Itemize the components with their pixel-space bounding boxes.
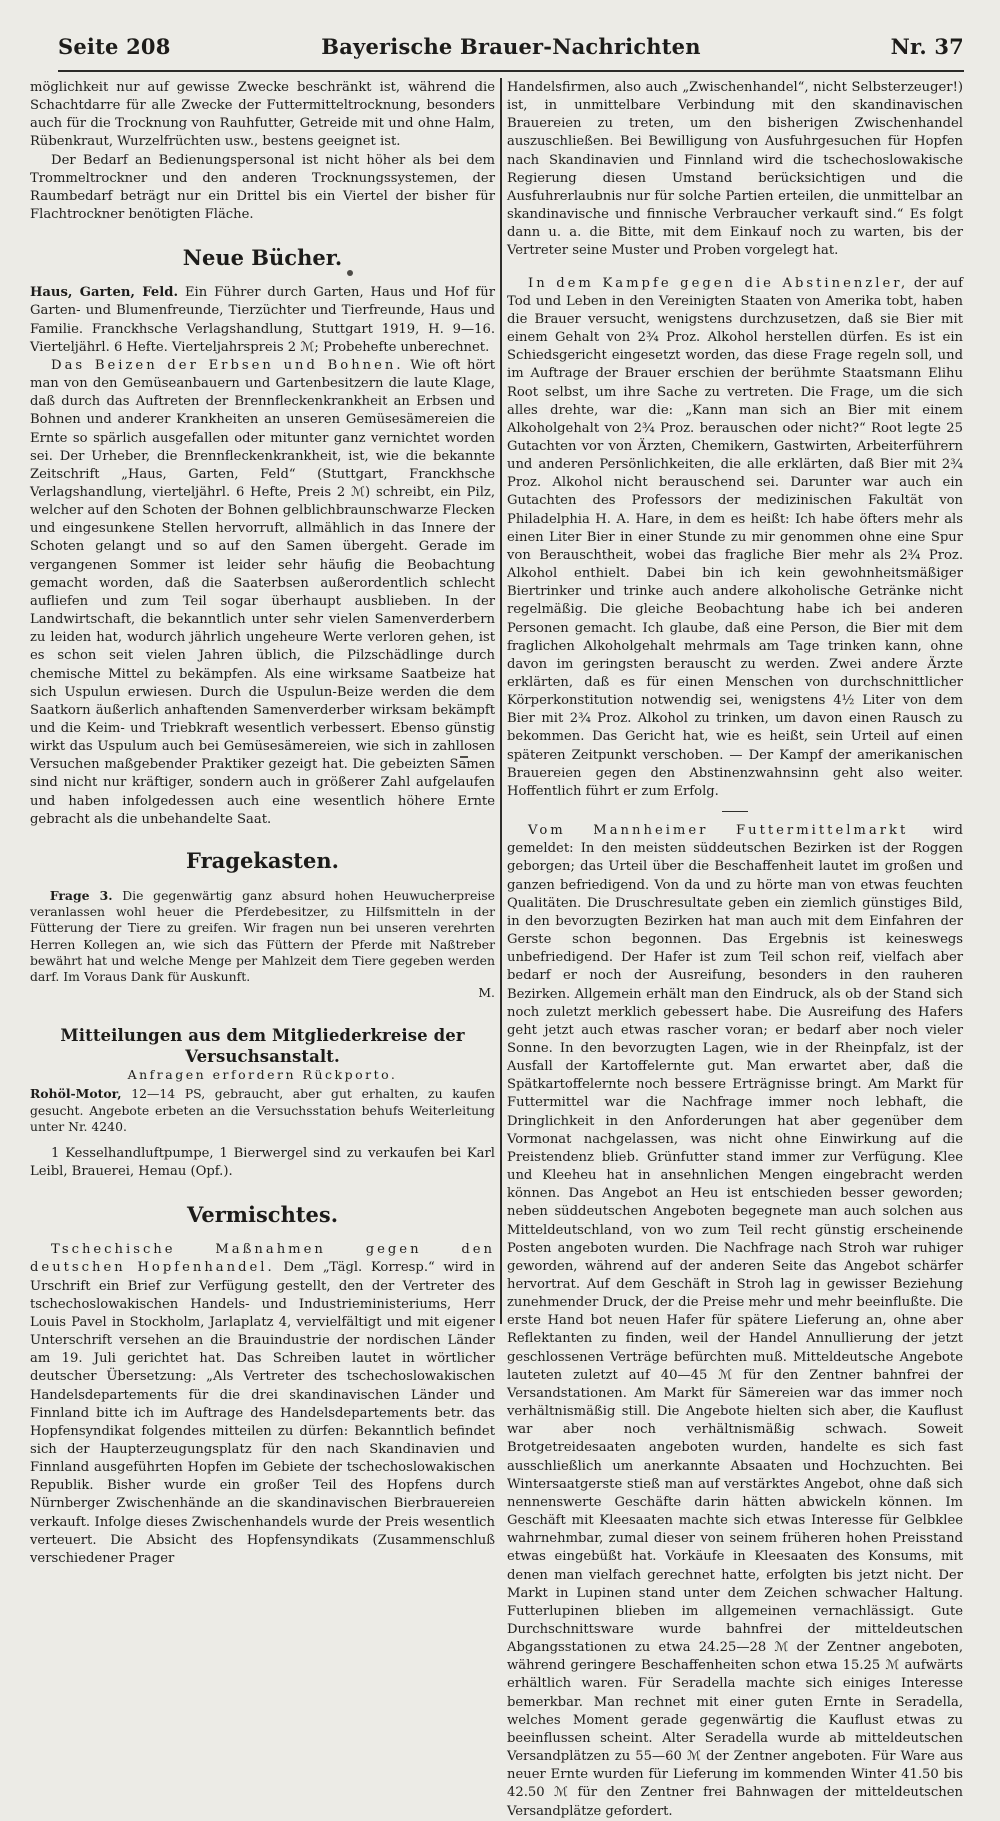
market-text: wird gemeldet: In den meisten süddeutschen Bezirken ist der Roggen geborgen; das Urteil über die Beschaffenheit lautet im großen und ganzen befriedigend. Von da und zu hörte man von etwas feuchten Qualitäten. Die Druschresultate geben ein ziemlich günstiges Bild, in den bevorzugten Bezirken hat man auch mit dem Einfahren der Gerste schon begonnen. Das Ergebnis ist keineswegs unbefriedigend. Der Hafer ist zum Teil schon reif, vielfach aber bedarf er noch der Ausreifung, besonders in den rauheren Bezirken. Allgemein erhält man den Eindruck, als ob der Stand sich noch zuletzt merklich gebessert habe. Die Ausreifung des Hafers geht jetzt auch etwas rascher voran; er bedarf aber noch vieler Sonne. In den bevorzugten Lagen, wie in der Rheinpfalz, ist der Ausfall der Kartoffelernte gut. Man erwartet aber, daß die Spätkartoffelernte noch bessere Erträgnisse bringt. Am Markt für Futtermittel war die Nachfrage immer noch lebhaft, die Dringlichkeit in den Anforderungen hat aber gegenüber dem Vormonat nachgelassen, was nicht ohne Einwirkung auf die Preistendenz blieb. Grünfutter stand immer zur Verfügung. Klee und Kleeheu hat in ansehnlichen Mengen eingebracht werden können. Das Angebot an Heu ist entschieden besser geworden; neben süddeutschen Angeboten begegnete man auch solchen aus Mitteldeutschland, von wo zum Teil recht günstig erscheinende Posten angeboten wurden. Die Nachfrage nach Stroh war ruhiger geworden, während auf der anderen Seite das Angebot schärfer hervortrat. Auf dem Geschäft in Stroh lag in gewisser Beziehung zunehmender Druck, der die Preise mehr und mehr beeinflußte. Die erste Hand bot neuen Hafer für spätere Lieferung an, ohne aber Reflektanten zu finden, weil der Handel Annullierung der jetzt geschlossenen Verträge befürchten muß. Mitteldeutsche Angebote lauteten zuletzt auf 40—45 ℳ für den Zentner bahnfrei der Versandstationen. Am Markt für Sämereien war das immer noch verhältnismäßig still. Die Angebote hielten sich aber, die Kauflust war aber noch verhältnismäßig schwach. Soweit Brotgetreidesaaten angeboten wurden, handelte es sich fast ausschließlich um anerkannte Absaaten und Hochzuchten. Bei Wintersaatgerste stieß man auf verstärktes Angebot, ohne daß sich nennenswerte Geschäfte darin hätten abwickeln können. Im Geschäft mit Kleesaaten machte sich etwas Interesse für Gelbklee wahrnehmbar, zumal dieser von seinem früheren hohen Preisstand etwas eingebüßt hat. Vorkäufe in Kleesaaten des Konsums, mit denen man vielfach gerechnet hatte, erfolgten bis jetzt nicht. Der Markt in Lupinen stand unter dem Zeichen schwacher Haltung. Futterlupinen blieben im allgemeinen vernachlässigt. Gute Durchschnittsware wurde bahnfrei der mitteldeutschen Abgangsstationen zu etwa 24.25—28 ℳ der Zentner angeboten, während geringere Beschaffenheiten schon etwa 15.25 ℳ aufwärts erhältlich waren. Für Seradella machte sich einiges Interesse bemerkbar. Man rechnet mit einer guten Ernte in Seradella, welches Moment gerade gegenwärtig die Kauflust etwas zu beeinflussen scheint. Alter Seradella wurde ab mitteldeutschen Versandplätzen zu 55—60 ℳ der Zentner angeboten. Für Ware aus neuer Ernte wurden für Lieferung im kommenden Winter 41.50 bis 42.50 ℳ für den Zentner frei Bahnwagen der mitteldeutschen Versandplätze gefordert. [507,823,963,1819]
books-article [30,357,495,829]
question-signature-line [30,985,495,1001]
member-item-2: 1 Kesselhandluftpumpe, 1 Bierwergel sind zu verkaufen bei Karl Leibl, Brauerei, Hemau (Opf.). [30,1145,495,1180]
questions-title: Fragekasten. [186,847,339,873]
left-column [30,79,495,1566]
page-header [58,24,964,72]
books-entry-text: Ein Führer durch Garten, Haus und Hof für Garten- und Blumenfreunde, Tierzüchter und Tierfreunde, Haus und Familie. Franckhsche Verlagshandlung, Stuttgart 1919, H. 9—16. Vierteljährl. 6 Hefte. Vierteljahrspreis 2 ℳ; Probehefte unberechnet. [30,285,495,355]
journal-title: Bayerische Brauer-Nachrichten [321,34,701,59]
new-books-title: Neue Bücher. [182,245,343,271]
market-heading: Vom Mannheimer Futtermittelmarkt [528,823,909,839]
member-item-1-text: 12—14 PS, gebraucht, aber gut erhalten, zu kaufen gesucht. Angebote erbeten an die Versuchsstation behufs Weiterleitung unter Nr. 4240. [30,1086,495,1134]
abstinence-text: der auf Tod und Leben in den Vereinigten Staaten von Amerika tobt, haben die Brauer versucht, wenigstens durchzusetzen, daß sie Bier mit einem Gehalt von 2¾ Proz. Alkohol herstellen dürfen. Es ist ein Schiedsgericht eingesetzt worden, das diese Frage regeln soll, und im Auftrage der Brauer erschien der berühmte Staatsmann Elihu Root selbst, um ihre Sache zu vertreten. Die Frage, um die sich alles drehte, war die: „Kann man sich an Bier mit einem Alkoholgehalt von 2¾ Proz. berauschen oder nicht?“ Root legte 25 Gutachten vor von Ärzten, Chemikern, Gastwirten, Arbeiterführern und anderen Persönlichkeiten, die alle erklärten, daß Bier mit 2¾ Proz. Alkohol nicht berauschend sei. Darunter war auch ein Gutachten des Professors der medizinischen Fakultät von Philadelphia H. A. Hare, in dem es heißt: Ich habe öfters mehr als einen Liter Bier in einer Stunde zu mir genommen ohne eine Spur von Berauschtheit, wobei das fragliche Bier mehr als 2¾ Proz. Alkohol enthielt. Dabei bin ich kein gewohnheitsmäßiger Biertrinker und trinke auch andere alkoholische Getränke nicht regelmäßig. Die gleiche Beobachtung habe ich bei anderen Personen gemacht. Ich glaube, daß eine Person, die Bier mit dem fraglichen Alkoholgehalt mehrmals am Tage trinken kann, ohne davon im geringsten berauscht zu werden. Zwei andere Ärzte erklärten, daß es für einen Menschen von durchschnittlicher Körperkonstitution notwendig sei, wenigstens 4½ Liter von dem Bier mit 2¾ Proz. Alkohol zu trinken, um davon einen Rausch zu bekommen. Das Gericht hat, wie es heißt, sein Urteil auf einen späteren Zeitpunkt verschoben. — Der Kampf der amerikanischen Brauereien gegen den Abstinenzwahnsinn geht also weiter. Hoffentlich führt er zum Erfolg. [507,275,963,799]
misc-article [30,1241,495,1568]
member-section-heading: Mitteilungen aus dem Mitgliederkreise der Versuchsanstalt. [60,1026,465,1067]
member-item-1 [30,1086,495,1135]
member-section-subheading: Anfragen erfordern Rückporto. [127,1067,398,1083]
abstinence-heading: In dem Kampfe gegen die Abstinenzler, [528,275,909,291]
intro-paragraph-2: Der Bedarf an Bedienungspersonal ist nicht höher als bei dem Trommeltrockner und den anderen Trocknungssystemen, der Raumbedarf beträgt nur ein Drittel bis ein Viertel der bisher für Flachtrockner benötigten Fläche. [30,152,495,223]
right-column [507,79,963,1819]
books-article-heading: Das Beizen der Erbsen und Bohnen. [51,357,404,373]
column-divider [500,78,502,1324]
question-text: Die gegenwärtig ganz absurd hohen Heuwucherpreise veranlassen wohl heuer die Pferdebesitzer, zu Hilfsmitteln in der Fütterung der Tiere zu greifen. Wir fragen nun bei unseren verehrten Herren Kollegen an, wie sich das Füttern der Pferde mit Naßtreber bewährt hat und welche Menge per Mahlzeit dem Tiere gegeben werden darf. Im Voraus Dank für Auskunft. [30,887,495,984]
question-signature: M. [478,985,495,1001]
issue-number: Nr. 37 [890,34,964,59]
misc-article-text: Dem „Tägl. Korresp.“ wird in Urschrift ein Brief zur Verfügung gestellt, den der Vertreter des tschechoslowakischen Handels- und Industrieministeriums, Herr Louis Pavel in Stockholm, Jarlaplatz 4, vervielfältigt und mit eigener Unterschrift versehen an die Brauindustrie der nordischen Länder am 19. Juli gerichtet hat. Das Schreiben lautet in wörtlicher deutscher Übersetzung: „Als Vertreter des tschechoslowakischen Handelsdepartements für die drei skandinavischen Länder und Finnland bitte ich im Auftrage des Handelsdepartements betr. das Hopfensyndikat folgendes mitteilen zu dürfen: Bekanntlich befindet sich der Haupterzeugungsplatz für den nach Skandinavien und Finnland ausgeführten Hopfen im Gebiete der tschechoslowakischen Republik. Bisher wurde ein großer Teil des Hopfens durch Nürnberger Zwischenhände an die skandinavischen Bierbrauereien verkauft. Infolge dieses Zwischenhandels wurde der Preis wesentlich verteuert. Die Absicht des Hopfensyndikats (Zusammenschluß verschiedener Prager [30,1260,495,1566]
continuation-paragraph: Handelsfirmen, also auch „Zwischenhandel“, nicht Selbsterzeuger!) ist, in unmittelbare Verbindung mit den skandinavischen Brauereien zu treten, um den bisherigen Zwischenhandel auszuschließen. Bei Bewilligung von Ausfuhrgesuchen für Hopfen nach Skandinavien und Finnland wird die tschechoslowakische Regierung diesen Umstand berücksichtigen und die Ausfuhrerlaubnis nur für solche Partien erteilen, die unmittelbar an skandinavische und finnische Verbraucher verkauft sind.“ Es folgt dann u. a. die Bitte, mit dem Einkauf noch zu warten, bis der Vertreter seine Muster und Proben vorgelegt hat. [507,80,963,259]
books-entry [30,284,495,357]
abstinence-article [507,275,963,802]
question-entry [30,888,495,985]
misc-title: Vermischtes. [186,1202,339,1228]
member-item-1-lead: Rohöl-Motor, [30,1086,122,1102]
intro-paragraph-1: möglichkeit nur auf gewisse Zwecke beschränkt ist, während die Schachtdarre für alle Zwecke der Futtermitteltrocknung, besonders auch für die Trocknung von Rauhfutter, Getreide mit und ohne Halm, Rübenkraut, Wurzelfrüchten usw., bestens geeignet ist. [30,80,495,150]
books-entry-lead: Haus, Garten, Feld. [30,285,179,301]
books-article-text: Wie oft hört man von den Gemüseanbauern und Gartenbesitzern die laute Klage, daß durch das Auftreten der Brennfleckenkrankheit an Erbsen und Bohnen und anderer Krankheiten an unseren Gemüsesämereien die Ernte so spärlich ausgefallen oder mitunter ganz vernichtet worden sei. Der Urheber, die Brennfleckenkrankheit, ist, wie die bekannte Zeitschrift „Haus, Garten, Feld“ (Stuttgart, Franckhsche Verlagshandlung, vierteljährl. 6 Hefte, Preis 2 ℳ) schreibt, ein Pilz, welcher auf den Schoten der Bohnen gelblichbraunschwarze Flecken und eingesunkene Stellen hervorruft, allmählich in das Innere der Schoten gelangt und so auf den Samen übergeht. Gerade im vergangenen Sommer ist leider sehr häufig die Beobachtung gemacht worden, daß die Saaterbsen außerordentlich schlecht aufliefen und zum Teil sogar überhaupt ausblieben. In der Landwirtschaft, die bekanntlich unter sehr vielen Samenverderbern zu leiden hat, wodurch jährlich ungeheure Werte verloren gehen, ist es schon seit vielen Jahren üblich, die Pilzschädlinge durch chemische Mittel zu bekämpfen. Als eine wirksame Saatbeize hat sich Uspulun erwiesen. Durch die Uspulun-Beize werden die dem Saatkorn äußerlich anhaftenden Samenverderber wirksam bekämpft und die Keim- und Triebkraft wesentlich verbessert. Ebenso günstig wirkt das Uspulum auch bei Gemüsesämereien, wie sich in zahllosen Versuchen maßgebender Praktiker gezeigt hat. Die gebeizten Samen sind nicht nur kräftiger, sondern auch in größerer Zahl aufgelaufen und haben infolgedessen auch eine wesentlich höhere Ernte gebracht als die unbehandelte Saat. [30,357,495,827]
market-article [507,822,963,1821]
misc-article-heading: Tschechische Maßnahmen gegen den deutschen Hopfenhandel. [30,1242,495,1276]
page-number: Seite 208 [58,34,171,59]
question-lead: Frage 3. [49,887,113,903]
